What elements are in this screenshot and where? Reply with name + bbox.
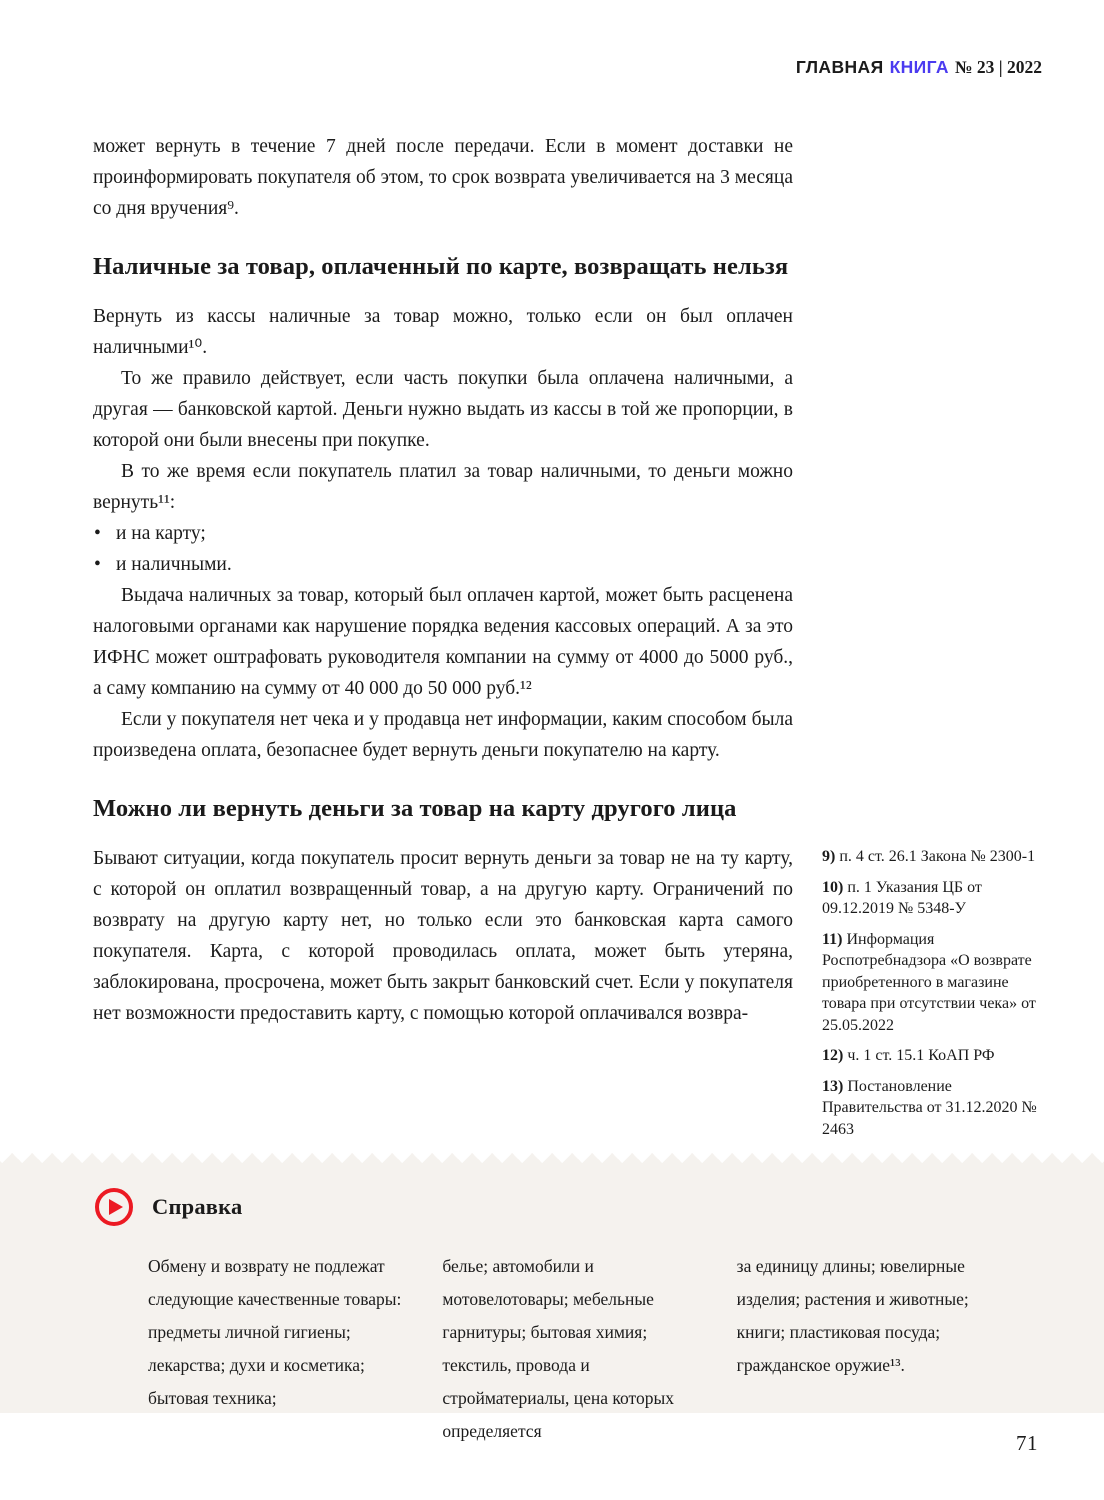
footnote-number: 10)	[822, 878, 844, 896]
footnote-13	[822, 1076, 1056, 1141]
note-box-title: Справка	[152, 1194, 243, 1219]
list-item: • и на карту;	[93, 518, 793, 549]
footnote-11	[822, 929, 1056, 1037]
footnote-12	[822, 1045, 1056, 1067]
paragraph: То же правило действует, если часть покупки была оплачена наличными, а другая — банковской картой. Деньги нужно выдать из кассы в той же пропорции, в которой они были внесены при покупке.	[93, 368, 793, 451]
note-column-2: белье; автомобили и мотовелотовары; мебельные гарнитуры; бытовая химия; текстиль, провода и стройматериалы, цена которых определяется	[442, 1256, 674, 1441]
paragraph: Выдача наличных за товар, который был оплачен картой, может быть расценена налоговыми органами как нарушение порядка ведения кассовых операций. А за это ИФНС может оштрафовать руководителя компании на сумму от 4000 до 5000 руб., а саму компанию на сумму от 40 000 до 50 000 руб.¹²	[93, 585, 793, 699]
intro-paragraph: может вернуть в течение 7 дней после передачи. Если в момент доставки не проинформировать покупателя об этом, то срок возврата увеличивается на 3 месяца со дня вручения⁹.	[93, 136, 793, 219]
paragraph: Бывают ситуации, когда покупатель просит вернуть деньги за товар не на ту карту, с которой он оплатил возвращенный товар, а на другую карту. Ограничений по возврату на другую карту нет, но только если это банковская карта самого покупателя. Карта, с которой проводилась оплата, может быть утеряна, заблокирована, просрочена, может быть закрыт банковский счет. Если у покупателя нет возможности предоставить карту, с помощью которой оплачивался возвра-	[93, 848, 793, 1024]
reference-note-box	[0, 1163, 1104, 1441]
footnote-text: Информация Роспотребнадзора «О возврате приобретенного в магазине товара при отсутствии чека» от 25.05.2022	[822, 930, 1036, 1034]
magazine-brand-part2: КНИГА	[889, 57, 949, 77]
note-box-columns	[148, 1250, 1014, 1448]
footnote-number: 13)	[822, 1077, 844, 1095]
footnote-9	[822, 846, 1056, 868]
note-box-header	[95, 1188, 242, 1226]
footnote-text: Постановление Правительства от 31.12.2020 № 2463	[822, 1077, 1037, 1138]
paragraph: Вернуть из кассы наличные за товар можно, только если он был оплачен наличными¹⁰.	[93, 306, 793, 358]
footnote-10	[822, 877, 1056, 920]
footnotes-sidebar	[822, 846, 1056, 1149]
issue-number: № 23 | 2022	[954, 57, 1042, 77]
section-heading-other-card: Можно ли вернуть деньги за товар на карту другого лица	[93, 795, 737, 822]
footnote-number: 9)	[822, 848, 836, 865]
page-number: 71	[1016, 1431, 1038, 1455]
section-heading-cash-return: Наличные за товар, оплаченный по карте, возвращать нельзя	[93, 253, 789, 280]
paragraph: Если у покупателя нет чека и у продавца нет информации, каким способом была произведена оплата, безопаснее будет вернуть деньги покупателю на карту.	[93, 709, 793, 761]
page-header	[796, 57, 1042, 78]
refund-options-list	[93, 518, 793, 580]
footnote-number: 11)	[822, 930, 843, 948]
article-body	[93, 131, 793, 1029]
note-column-3: за единицу длины; ювелирные изделия; растения и животные; книги; пластиковая посуда; гражданское оружие¹³.	[736, 1256, 969, 1375]
footnote-text: ч. 1 ст. 15.1 КоАП РФ	[847, 1047, 995, 1064]
magazine-brand-part1: ГЛАВНАЯ	[795, 57, 884, 77]
footnote-number: 12)	[822, 1047, 844, 1064]
list-item: • и наличными.	[93, 549, 793, 580]
footnote-text: п. 4 ст. 26.1 Закона № 2300-1	[839, 848, 1036, 865]
play-circle-icon	[95, 1188, 133, 1226]
paragraph: В то же время если покупатель платил за товар наличными, то деньги можно вернуть¹¹:	[93, 461, 793, 513]
note-column-1: Обмену и возврату не подлежат следующие качественные товары: предметы личной гигиены; лекарства; духи и косметика; бытовая техника;	[148, 1256, 402, 1408]
footnote-text: п. 1 Указания ЦБ от 09.12.2019 № 5348-У	[822, 878, 982, 917]
